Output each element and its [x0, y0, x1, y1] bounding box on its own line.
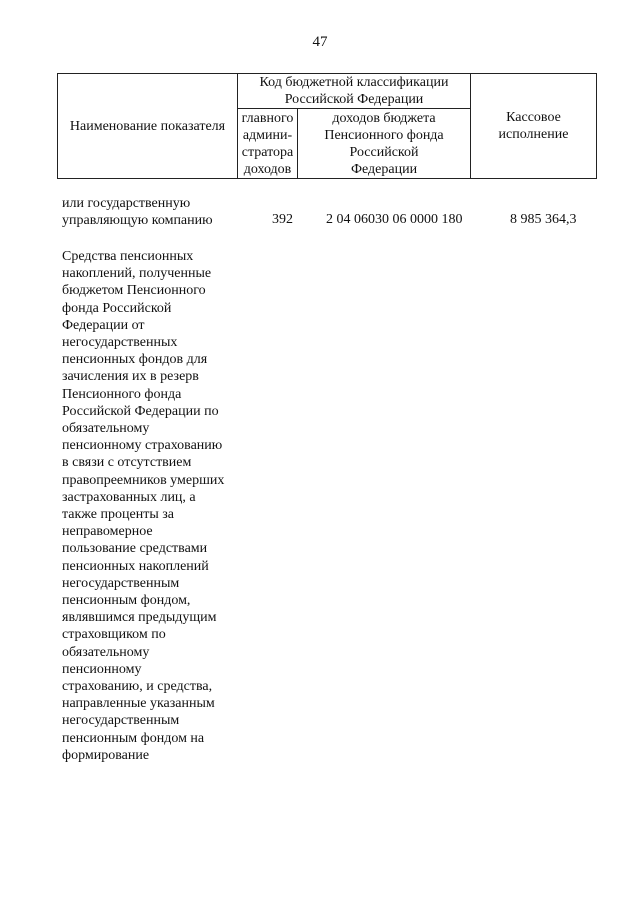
page-number: 47 [312, 34, 328, 50]
row-1-amount: 8 985 364,3 [510, 212, 577, 227]
header-budget-classification-code: Код бюджетной классификации Российской Федерации [238, 74, 471, 109]
header-indicator-name: Наименование показателя [58, 74, 238, 179]
row-1-income-code: 2 04 06030 06 0000 180 [326, 212, 463, 227]
row-2-name: Средства пенсионных накоплений, полученные бюджетом Пенсионного фонда Российской Федерации от негосударственных пенсионных фондов для зачисления их в резерв Пенсионного фонда Российской Федерации по обязательному пенсионному страхованию в связи с отсутствием правопреемников умерших застрахованных лиц, а также проценты за неправомерное пользование средствами пенсионных накоплений негосударственным пенсионным фондом, являвшимся предыдущим страховщиком по обязательному пенсионному страхованию, и средства, направленные указанным негосударственным пенсионным фондом на формирование [62, 249, 225, 763]
header-cash-execution: Кассовое исполнение [471, 74, 597, 179]
row-1-admin-code: 392 [272, 212, 293, 227]
header-chief-administrator: главного админи- стратора доходов [238, 109, 298, 179]
row-1-name: или государственную управляющую компанию [62, 196, 213, 229]
header-pension-fund-income: доходов бюджета Пенсионного фонда Российской Федерации [298, 109, 471, 179]
budget-table-header [57, 73, 597, 179]
